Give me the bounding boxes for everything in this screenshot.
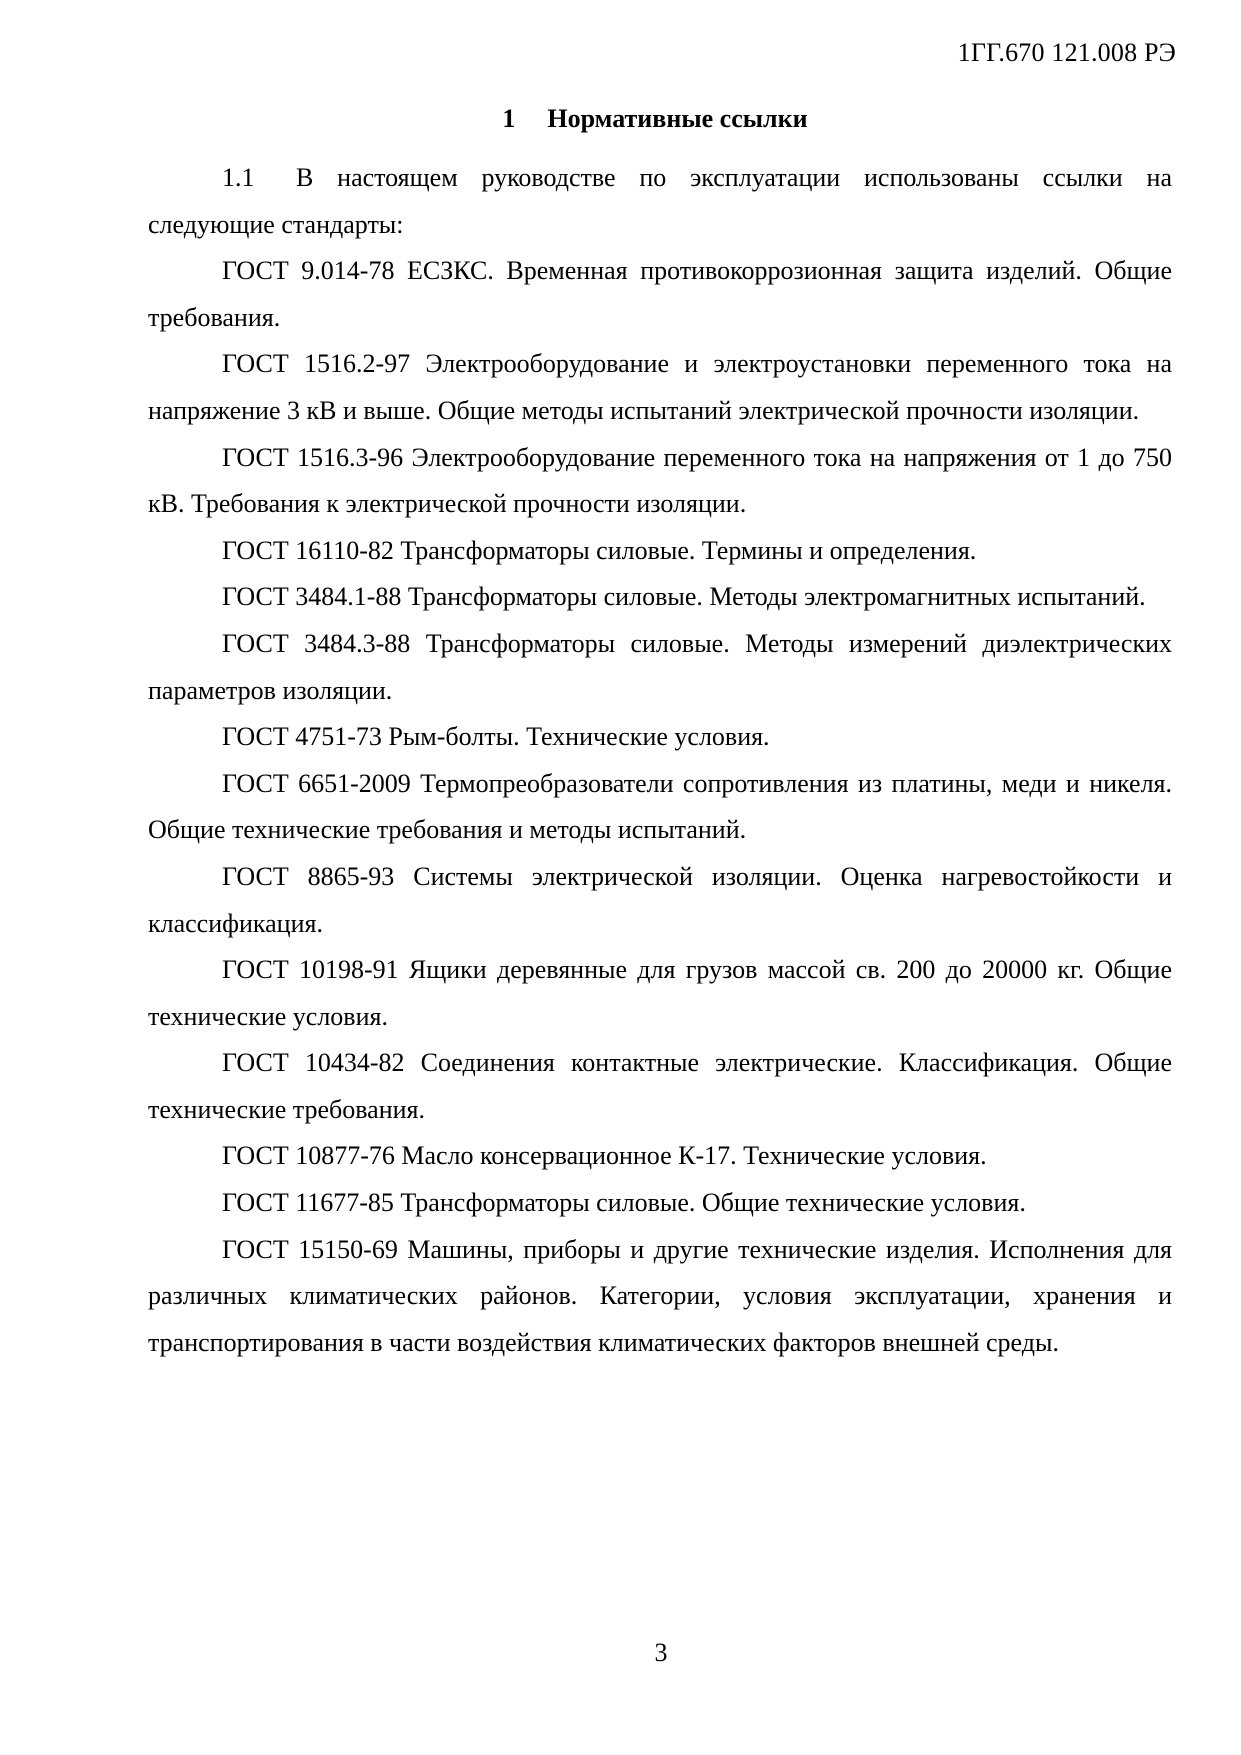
section-heading [0, 102, 1241, 136]
reference-item: ГОСТ 3484.1-88 Трансформаторы силовые. Методы электромагнитных испытаний. [222, 582, 1146, 612]
section-title: Нормативные ссылки [547, 104, 808, 133]
reference-item: ГОСТ 10198-91 Ящики деревянные для грузов массой св. 200 до 20000 кг. Общие технические условия. [148, 955, 1172, 1031]
reference-item: ГОСТ 3484.3-88 Трансформаторы силовые. Методы измерений диэлектрических параметров изоляции. [148, 628, 1172, 705]
intro-paragraph [148, 155, 1172, 248]
reference-item: ГОСТ 6651-2009 Термопреобразователи сопротивления из платины, меди и никеля. Общие технические требования и методы испытаний. [148, 768, 1172, 845]
clause-number: 1.1 [222, 163, 255, 192]
reference-item: ГОСТ 11677-85 Трансформаторы силовые. Общие технические условия. [222, 1188, 1026, 1218]
reference-item: ГОСТ 10434-82 Соединения контактные электрические. Классификация. Общие технические требования. [148, 1048, 1172, 1124]
intro-text: В настоящем руководстве по эксплуатации использованы ссылки на следующие стандарты: [148, 163, 1172, 239]
reference-item: ГОСТ 1516.2-97 Электрооборудование и электроустановки переменного тока на напряжение 3 кВ и выше. Общие методы испытаний электрической прочности изоляции. [148, 349, 1172, 425]
reference-item: ГОСТ 9.014-78 ЕСЗКС. Временная противокоррозионная защита изделий. Общие требования. [148, 256, 1172, 332]
references-body [148, 155, 1172, 1366]
reference-item: ГОСТ 10877-76 Масло консервационное К-17. Технические условия. [222, 1141, 987, 1171]
reference-item: ГОСТ 8865-93 Системы электрической изоляции. Оценка нагревостойкости и классификация. [148, 861, 1172, 938]
reference-item: ГОСТ 15150-69 Машины, приборы и другие технические изделия. Исполнения для различных климатических районов. Категории, условия эксплуатации, хранения и транспортирования в части воздействия климатических факторов внешней среды. [148, 1234, 1172, 1357]
page-number: 3 [654, 1638, 668, 1667]
reference-item: ГОСТ 4751-73 Рым-болты. Технические условия. [222, 722, 770, 752]
reference-item: ГОСТ 16110-82 Трансформаторы силовые. Термины и определения. [222, 535, 977, 565]
document-code: 1ГГ.670 121.008 РЭ [957, 38, 1176, 67]
reference-item: ГОСТ 1516.3-96 Электрооборудование переменного тока на напряжения от 1 до 750 кВ. Требования к электрической прочности изоляции. [148, 442, 1172, 519]
section-number: 1 [502, 104, 516, 133]
